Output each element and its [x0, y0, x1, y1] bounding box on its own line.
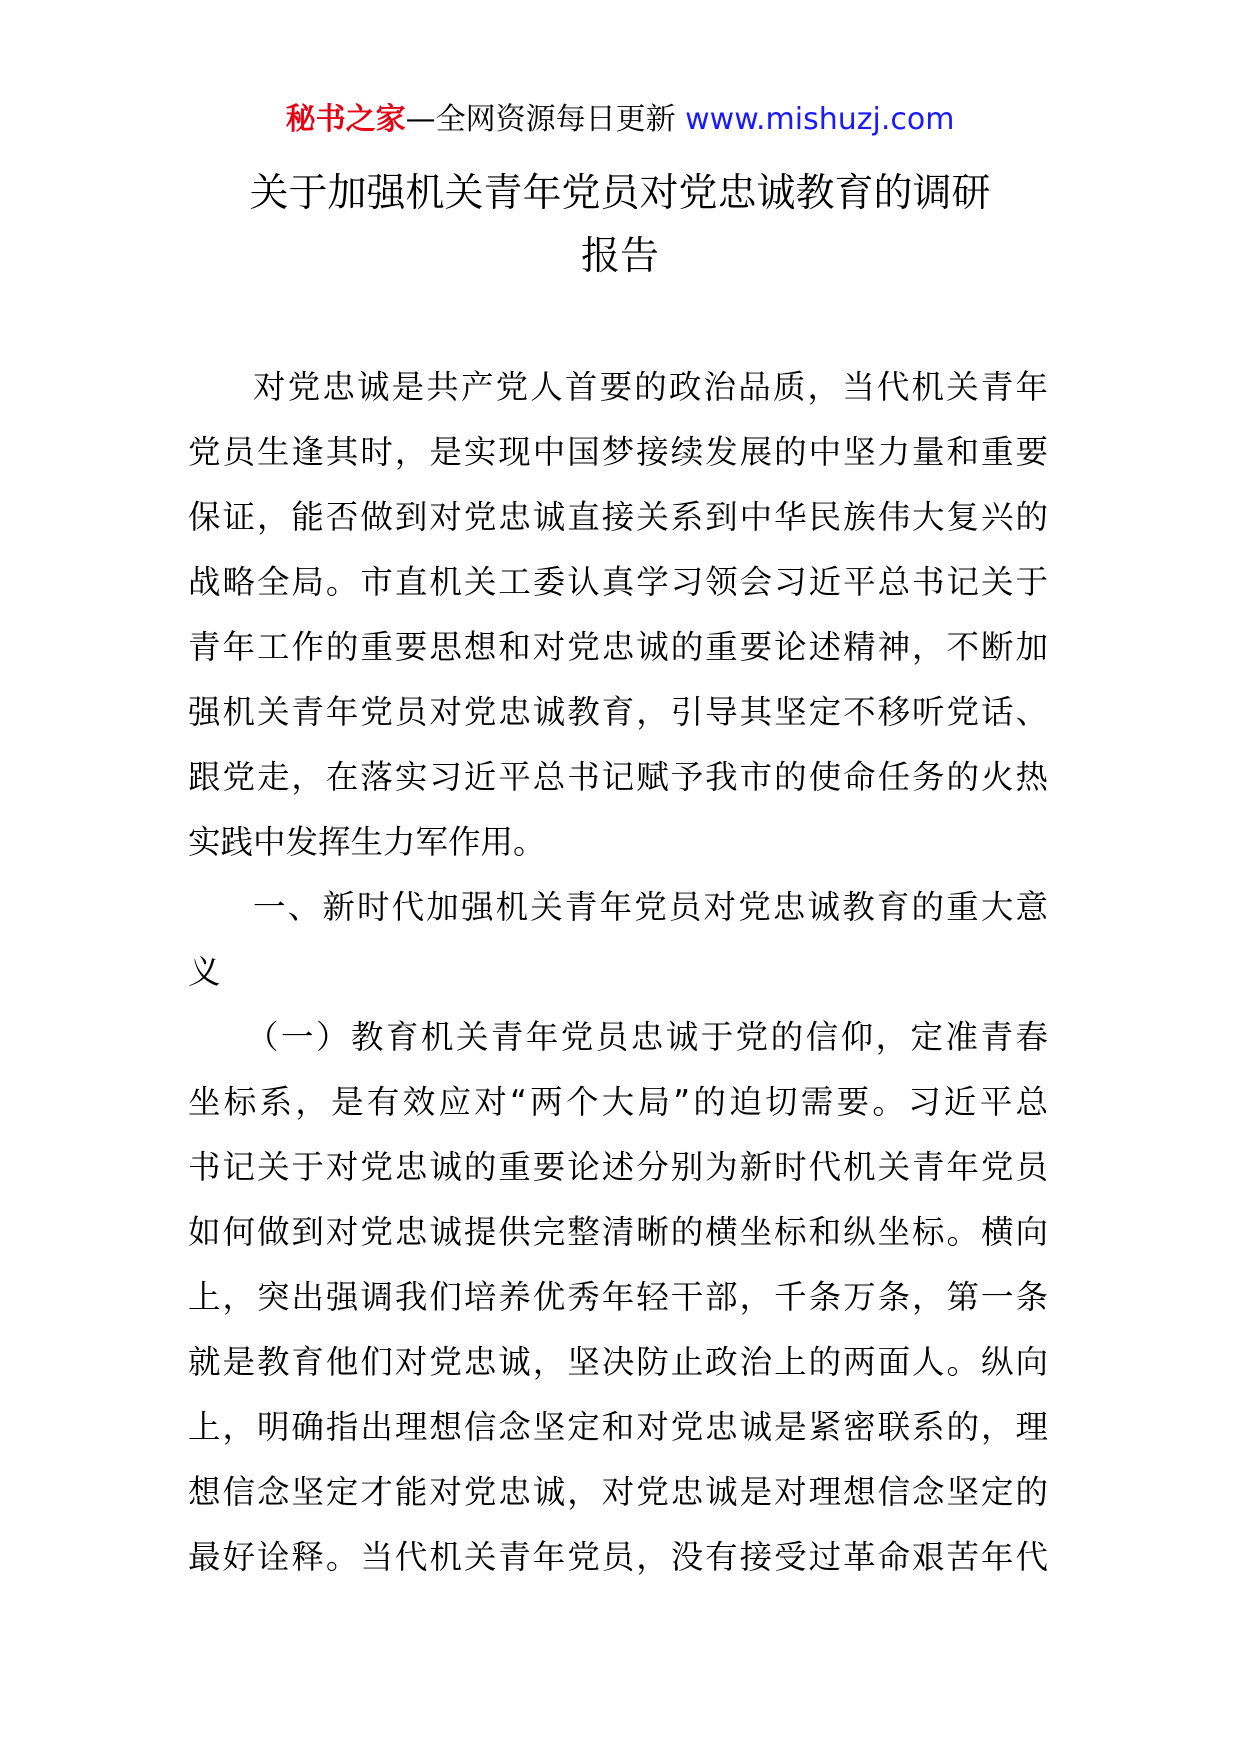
text-line: 想信念坚定才能对党忠诚，对党忠诚是对理想信念坚定的 [188, 1473, 1048, 1511]
site-header [0, 100, 1240, 140]
text-line: 战略全局。市直机关工委认真学习领会习近平总书记关于 [188, 563, 1048, 601]
text-line: （一）教育机关青年党员忠诚于党的信仰，定准青春 [246, 1018, 1048, 1056]
text-line: 强机关青年党员对党忠诚教育，引导其坚定不移听党话、 [188, 693, 1048, 731]
text-line: 青年工作的重要思想和对党忠诚的重要论述精神，不断加 [188, 628, 1048, 666]
paragraph-intro [188, 355, 1048, 875]
text-line: 保证，能否做到对党忠诚直接关系到中华民族伟大复兴的 [188, 498, 1048, 536]
text-line: 党员生逢其时，是实现中国梦接续发展的中坚力量和重要 [188, 433, 1048, 471]
text-line: 书记关于对党忠诚的重要论述分别为新时代机关青年党员 [188, 1148, 1048, 1186]
heading-line: 一、新时代加强机关青年党员对党忠诚教育的重大意 [253, 888, 1048, 926]
text-line: 对党忠诚是共产党人首要的政治品质，当代机关青年 [253, 368, 1048, 406]
text-line: 坐标系，是有效应对“两个大局”的迫切需要。习近平总 [188, 1083, 1048, 1121]
text-line: 就是教育他们对党忠诚，坚决防止政治上的两面人。纵向 [188, 1343, 1048, 1381]
text-line: 上，突出强调我们培养优秀年轻干部，千条万条，第一条 [188, 1278, 1048, 1316]
site-url[interactable]: www.mishuzj.com [685, 102, 955, 137]
section-heading [188, 875, 1048, 1005]
title-line-2: 报告 [580, 234, 659, 279]
text-line: 最好诠释。当代机关青年党员，没有接受过革命艰苦年代 [188, 1538, 1048, 1576]
text-line: 上，明确指出理想信念坚定和对党忠诚是紧密联系的，理 [188, 1408, 1048, 1446]
heading-line: 义 [188, 953, 221, 991]
document-title [150, 162, 1090, 288]
title-line-1: 关于加强机关青年党员对党忠诚教育的调研 [249, 171, 991, 216]
paragraph-subsection-1 [188, 1005, 1048, 1590]
document-body [188, 355, 1048, 1590]
site-brand: 秘书之家 [285, 102, 406, 137]
text-line: 如何做到对党忠诚提供完整清晰的横坐标和纵坐标。横向 [188, 1213, 1048, 1251]
text-line: 跟党走，在落实习近平总书记赋予我市的使命任务的火热 [188, 758, 1048, 796]
site-tagline: —全网资源每日更新 [405, 102, 676, 137]
text-line: 实践中发挥生力军作用。 [188, 823, 546, 861]
